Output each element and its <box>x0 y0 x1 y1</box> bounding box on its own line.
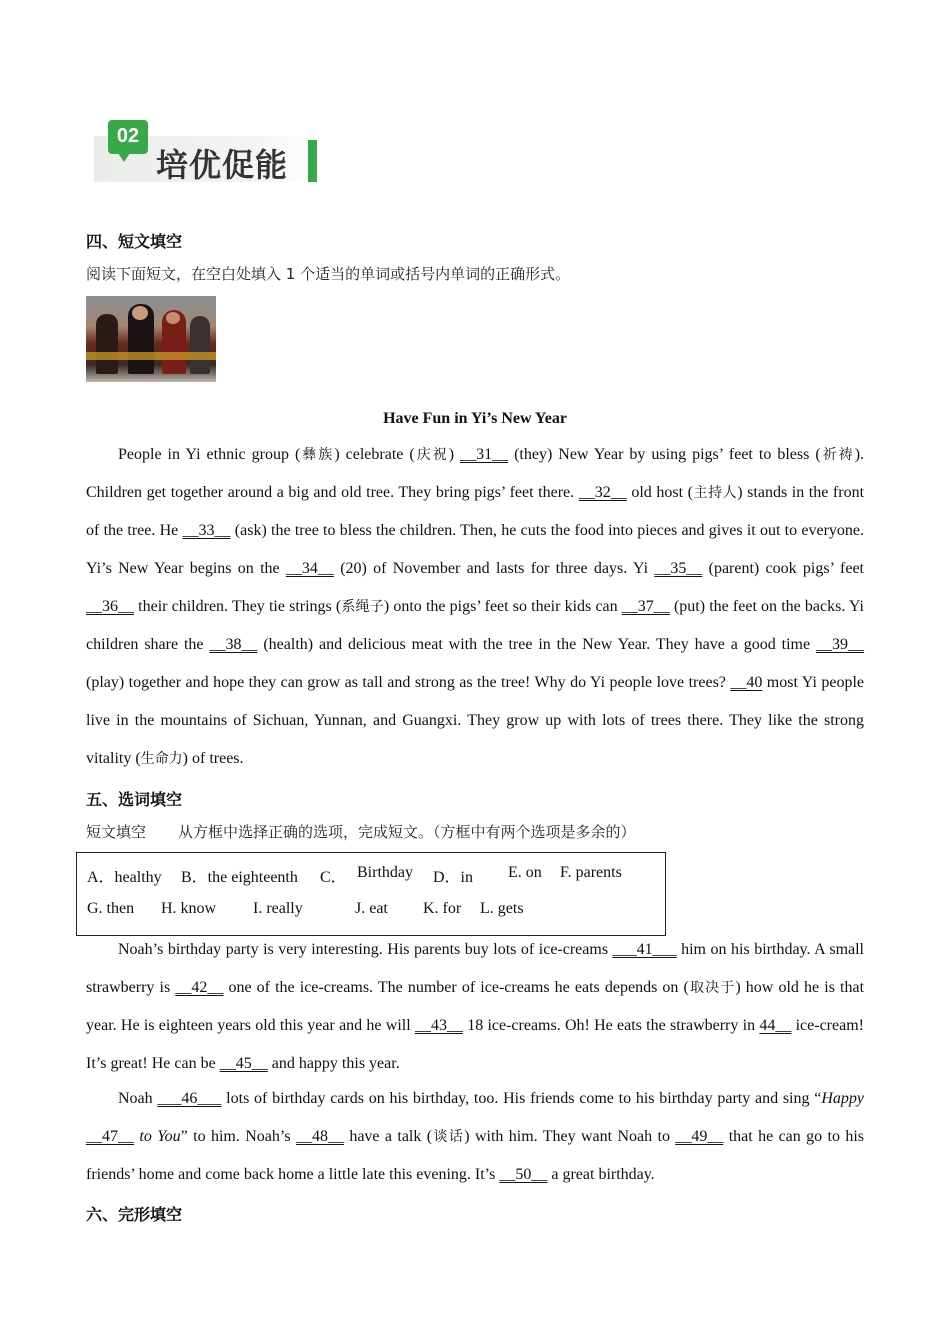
blank-40: __40 <box>730 674 763 691</box>
option-f: F. parents <box>560 864 622 881</box>
option-c-label: C． <box>320 869 347 886</box>
option-e: E. on <box>508 864 542 881</box>
section5-heading: 五、选词填空 <box>86 790 183 809</box>
section5-instruction: 短文填空 从方框中选择正确的选项，完成短文。（方框中有两个选项是多余的） <box>86 823 636 841</box>
option-b: B．the eighteenth <box>181 869 298 886</box>
blank-50: __50__ <box>499 1166 548 1183</box>
section4-passage: People in Yi ethnic group (彝族) celebrate (庆祝) __31__ (they) New Year by using pigs’ feet to bless (祈祷). Children get together around a big and old tree. They bring pigs’ feet there. __32__ old host (主持人) stands in the front of the tree. He __33__ (ask) the tree to bless the children. Then, he cuts the food into pieces and gives it out to everyone. Yi’s New Year begins on the __34__ (20) of November and lasts for three days. Yi __35__ (parent) cook pigs’ feet __36__ their children. They tie strings (系绳子) onto the pigs’ feet so their kids can __37__ (put) the feet on the backs. Yi children share the __38__ (health) and delicious meat with the tree in the New Year. They have a good time __39__ (play) together and hope they can grow as tall and strong as the tree! Why do Yi people love trees? __40 most Yi people live in the mountains of Sichuan, Yunnan, and Guangxi. They grow up with lots of trees there. They like the strong vitality (生命力) of trees. <box>86 446 865 767</box>
banner-number-badge: 02 <box>108 120 148 154</box>
blank-36: __36__ <box>86 598 134 615</box>
blank-32: __32__ <box>578 484 627 501</box>
blank-39: __39__ <box>816 636 864 653</box>
option-g: G. then <box>87 900 135 917</box>
blank-42: __42__ <box>175 979 224 996</box>
blank-35: __35__ <box>654 560 703 577</box>
option-d: D．in <box>433 869 474 886</box>
option-j: J. eat <box>355 900 388 917</box>
option-c: Birthday <box>357 864 413 881</box>
option-i: I. really <box>253 900 303 917</box>
banner-accent-bar <box>308 140 317 182</box>
banner-title: 培优促能 <box>156 146 289 184</box>
word-bank-box <box>76 852 666 936</box>
option-k: K. for <box>423 900 462 917</box>
blank-34: __34__ <box>285 560 334 577</box>
section-banner <box>94 120 322 184</box>
blank-43: __43__ <box>414 1017 463 1034</box>
blank-49: __49__ <box>675 1128 724 1145</box>
option-a: A．healthy <box>87 869 162 886</box>
passage-title: Have Fun in Yi’s New Year <box>383 410 567 427</box>
blank-31: __31__ <box>460 446 509 463</box>
blank-44: 44__ <box>759 1017 792 1034</box>
section4-heading: 四、短文填空 <box>86 232 183 251</box>
blank-33: __33__ <box>182 522 231 539</box>
section5-paragraph-2: Noah ___46___ lots of birthday cards on his birthday, too. His friends come to his birthday party and sing “Happy __47__ to You” to him. Noah’s __48__ have a talk (谈话) with him. They want Noah to __49__ that he can go to his friends’ home and come back home a little late this evening. It’s __50__ a great birthday. <box>86 1090 865 1183</box>
blank-38: __38__ <box>209 636 258 653</box>
blank-37: __37__ <box>621 598 670 615</box>
blank-48: __48__ <box>295 1128 344 1145</box>
option-h: H. know <box>161 900 217 917</box>
section5-paragraph-1: Noah’s birthday party is very interesting. His parents buy lots of ice-creams ___41___ him on his birthday. A small strawberry is __42__ one of the ice-creams. The number of ice-creams he eats depends on (取决于) how old he is that year. He is eighteen years old this year and he will __43__ 18 ice-creams. Oh! He eats the strawberry in 44__ ice-cream! It’s great! He can be __45__ and happy this year. <box>86 941 865 1072</box>
blank-46: ___46___ <box>157 1090 222 1107</box>
section4-instruction: 阅读下面短文，在空白处填入 1 个适当的单词或括号内单词的正确形式。 <box>86 265 571 283</box>
section6-heading: 六、完形填空 <box>86 1205 183 1224</box>
yi-festival-photo <box>86 296 216 382</box>
blank-41: ___41___ <box>612 941 677 958</box>
option-l: L. gets <box>480 900 524 917</box>
blank-45: __45__ <box>219 1055 268 1072</box>
blank-47: __47__ <box>86 1128 134 1145</box>
